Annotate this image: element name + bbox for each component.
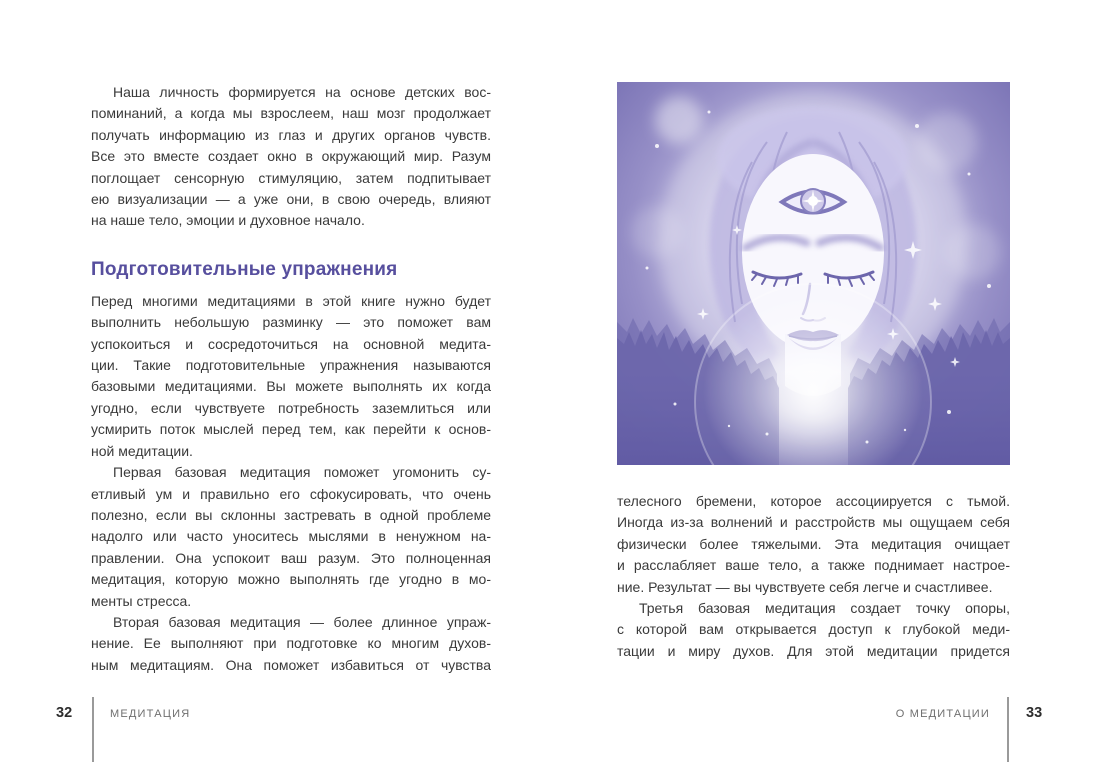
text-line: етливый ум и правильно его сфокусировать, что очень xyxy=(91,485,491,502)
meditation-illustration xyxy=(617,82,1010,465)
text-line: Все это вместе создает окно в окружающий мир. Разум xyxy=(91,148,491,165)
third-eye-artwork xyxy=(617,82,1010,465)
text-line: Первая базовая медитация поможет угомонить су- xyxy=(113,464,491,481)
text-line: Третья базовая медитация создает точку опоры, xyxy=(639,600,1010,617)
text-line: полезно, если вы склонны застревать в одной проблеме xyxy=(91,506,491,523)
text-line: на наше тело, эмоции и духовное начало. xyxy=(91,212,365,229)
footer-rule-right xyxy=(1007,697,1009,762)
right-page-text-column xyxy=(617,82,1010,662)
footer-rule-left xyxy=(92,697,94,762)
text-line: ею визуализации — а уже они, в свою очередь, влияют xyxy=(91,191,491,208)
text-line: ным медитациям. Она поможет избавиться от чувства xyxy=(91,656,491,673)
text-line: выполнить небольшую разминку — это поможет вам xyxy=(91,314,491,331)
paragraph xyxy=(617,491,1010,598)
paragraph xyxy=(91,462,491,612)
text-line: усмирить поток мыслей перед тем, как перейти к основ- xyxy=(91,421,491,438)
text-line: базовыми медитациями. Вы можете выполнять их когда xyxy=(91,378,491,395)
text-line: ции. Такие подготовительные упражнения называются xyxy=(91,357,491,374)
text-line: получать информацию из глаз и других органов чувств. xyxy=(91,126,491,143)
text-line: нение. Ее выполняют при подготовке ко многим духов- xyxy=(91,635,491,652)
text-line: и расслабляет ваше тело, а также поднимает настрое- xyxy=(617,557,1010,574)
page-number-right: 33 xyxy=(1026,705,1043,721)
text-line: ние. Результат — вы чувствуете себя легче и счастливее. xyxy=(617,578,993,595)
running-title-left: МЕДИТАЦИЯ xyxy=(110,708,191,720)
paragraph xyxy=(91,612,491,676)
text-line: медитация, которую можно выполнять где угодно в мо- xyxy=(91,571,491,588)
text-line: успокоиться и сосредоточиться на основной медита- xyxy=(91,335,491,352)
paragraph xyxy=(91,291,491,462)
text-line: Вторая базовая медитация — более длинное упраж- xyxy=(113,613,491,630)
text-line: Перед многими медитациями в этой книге нужно будет xyxy=(91,292,491,309)
text-line: правлении. Она успокоит ваш разум. Это полноценная xyxy=(91,549,491,566)
paragraph xyxy=(617,598,1010,662)
text-line: менты стресса. xyxy=(91,592,192,609)
text-line: угодно, если чувствуете потребность заземлиться или xyxy=(91,399,491,416)
text-line: ной медитации. xyxy=(91,442,193,459)
text-line: с которой вам открывается доступ к глубокой меди- xyxy=(617,621,1010,638)
text-line: тации и миру духов. Для этой медитации придется xyxy=(617,642,1010,659)
text-line: поминаний, а когда мы взрослеем, наш мозг продолжает xyxy=(91,105,491,122)
text-line: телесного бремени, которое ассоциируется с тьмой. xyxy=(617,493,1010,509)
section-heading: Подготовительные упражнения xyxy=(91,258,398,280)
text-line: физически более тяжелыми. Эта медитация очищает xyxy=(617,535,1010,552)
paragraph xyxy=(91,82,491,232)
text-line: поглощает сенсорную стимуляцию, затем подпитывает xyxy=(91,169,491,186)
page-number-left: 32 xyxy=(56,705,73,721)
left-page-text-column xyxy=(91,82,491,676)
text-line: надолго или часто уноситесь мыслями в ненужном на- xyxy=(91,528,491,545)
text-line: Наша личность формируется на основе детских вос- xyxy=(113,84,491,100)
running-title-right: О МЕДИТАЦИИ xyxy=(895,708,990,720)
text-line: Иногда из-за волнений и расстройств мы ощущаем себя xyxy=(617,514,1010,531)
